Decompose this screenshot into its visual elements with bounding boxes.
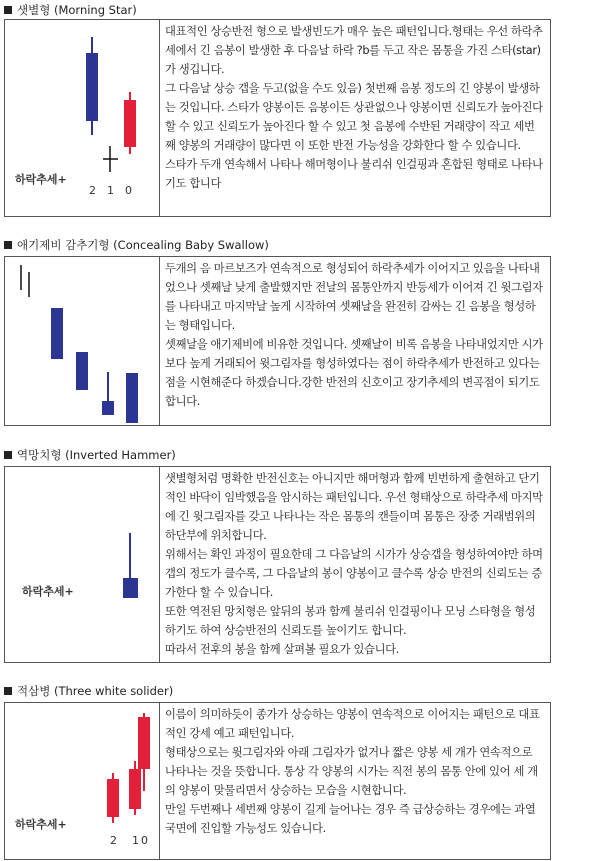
candlestick-illustration (5, 20, 160, 216)
section-title-text: 애기제비 감추기형 (Concealing Baby Swallow) (17, 238, 269, 252)
section-title-inverted-hammer (4, 448, 176, 462)
trend-label: 하락추세+ (15, 173, 67, 186)
bullish-candle (124, 100, 136, 147)
day-label: 2 (89, 184, 96, 197)
bearish-candle (126, 373, 138, 423)
description-text (159, 703, 550, 859)
paragraph: 그 다음날 상승 갭을 두고(없을 수도 있음) 첫번째 음봉 정도의 긴 양봉이 발생하는 것입니다. 스타가 양봉이든 음봉이든 상관없으나 양봉이면 신뢰도가 높아진다 할 수 있고 신뢰도가 높아진다 할 수 있고 첫 음봉에 수반된 거래량이 작고 세번째 양봉의 거래량이 많다면 이 또한 반전 가능성을 강화한다 할 수 있습니다. (165, 82, 543, 152)
paragraph: 이름이 의미하듯이 종가가 상승하는 양봉이 연속적으로 이어지는 패턴으로 대표적인 강세 예고 패턴입니다. (165, 708, 540, 740)
description-text (159, 20, 550, 216)
bullish-candle (129, 769, 141, 809)
day-label: 0 (125, 184, 132, 197)
day-label: 2 (110, 834, 117, 847)
bullet-square-icon (4, 241, 12, 249)
bullet-square-icon (4, 6, 12, 14)
description-text (159, 467, 550, 662)
candlestick-illustration (5, 467, 160, 662)
candlestick-illustration (5, 257, 160, 425)
section-title-concealing-baby-swallow (4, 238, 269, 252)
section-title-three-white-solider (4, 684, 173, 698)
bullish-candle (107, 779, 119, 817)
paragraph: 대표적인 상승반전 형으로 발생빈도가 매우 높은 패턴입니다.형태는 우선 하락추세에서 긴 음봉이 발생한 후 다음날 하락 ?b를 두고 작은 몸통을 가진 스타(star)가 생깁니다. (165, 25, 543, 76)
section-title-morning-star (4, 3, 137, 17)
day-label: 0 (141, 834, 148, 847)
section-box-morning-star (4, 19, 551, 217)
bullish-candle (138, 717, 150, 769)
section-box-concealing-baby-swallow (4, 256, 551, 426)
bearish-candle (86, 53, 98, 121)
candlestick-illustration (5, 703, 160, 859)
section-title-text: 샛별형 (Morning Star) (17, 3, 137, 17)
paragraph: 스타가 두개 연속해서 나타나 해머형이나 불리쉬 인걸핑과 혼합된 형태로 나타나기도 합니다 (165, 158, 543, 190)
paragraph: 셋째날을 애기제비에 비유한 것입니다. 셋째날이 비록 음봉을 나타내었지만 시가보다 높게 거래되어 윗그림자를 형성하였다는 점이 하락추세가 반전하고 있다는 점을 시현해준다 하겠습니다.강한 반전의 신호이고 장기추세의 변곡점이 되기도 합니다. (165, 338, 543, 408)
paragraph: 또한 역전된 망치형은 앞뒤의 봉과 함께 불리쉬 인걸핑이나 모닝 스타형을 형성하기도 하여 상승반전의 신뢰도를 높이기도 합니다. (165, 605, 536, 637)
section-box-inverted-hammer (4, 466, 551, 663)
section-title-text: 적삼병 (Three white solider) (17, 684, 174, 698)
day-label: 1 (107, 184, 114, 197)
paragraph: 만일 두번째나 세번째 양봉이 길게 늘어나는 경우 즉 급상승하는 경우에는 과열국면에 진입할 가능성도 있습니다. (165, 803, 536, 835)
bearish-candle (123, 578, 138, 598)
paragraph: 위해서는 확인 과정이 필요한데 그 다음날의 시가가 상승갭을 형성하여야만 하며 갭의 정도가 클수록, 그 다음날의 봉이 양봉이고 클수록 상승 반전의 신뢰도는 증가한다 할 수 있습니다. (165, 548, 543, 599)
trend-label: 하락추세+ (22, 585, 74, 598)
paragraph: 따라서 전후의 봉을 함께 살펴볼 필요가 있습니다. (165, 643, 399, 656)
bearish-candle (102, 401, 114, 415)
section-title-text: 역망치형 (Inverted Hammer) (17, 448, 176, 462)
bearish-candle (51, 308, 63, 359)
section-box-three-white-solider (4, 702, 551, 860)
paragraph: 형태상으로는 윗그림자와 아래 그림자가 없거나 짧은 양봉 세 개가 연속적으로 나타나는 것을 뜻합니다. 통상 각 양봉의 시가는 직전 봉의 몸통 안에 있어 세 개의 양봉이 맞물리면서 상승하는 모습을 시현합니다. (165, 746, 538, 797)
trend-label: 하락추세+ (15, 818, 67, 831)
day-label: 1 (132, 834, 139, 847)
bearish-candle (76, 352, 88, 390)
bullet-square-icon (4, 451, 12, 459)
bullet-square-icon (4, 687, 12, 695)
paragraph: 샛별형처럼 명확한 반전신호는 아니지만 해머형과 함께 빈번하게 출현하고 단기적인 바닥이 임박했음을 암시하는 패턴입니다. 우선 형태상으로 하락추세 마지막에 긴 윗그림자를 갖고 나타나는 작은 몸통의 캔들이며 몸통은 장중 거래범위의 하단부에 위치합니다. (165, 472, 543, 542)
description-text (159, 257, 550, 425)
paragraph: 두개의 음 마르보즈가 연속적으로 형성되어 하락추세가 이어지고 있음을 나타내었으나 셋째날 낮게 출발했지만 전날의 몸통안까지 반등세가 이어져 긴 윗그림자를 나타내고 마지막날 높게 시작하여 셋째날을 완전히 감싸는 긴 음봉을 형성하는 형태입니다. (165, 262, 543, 332)
